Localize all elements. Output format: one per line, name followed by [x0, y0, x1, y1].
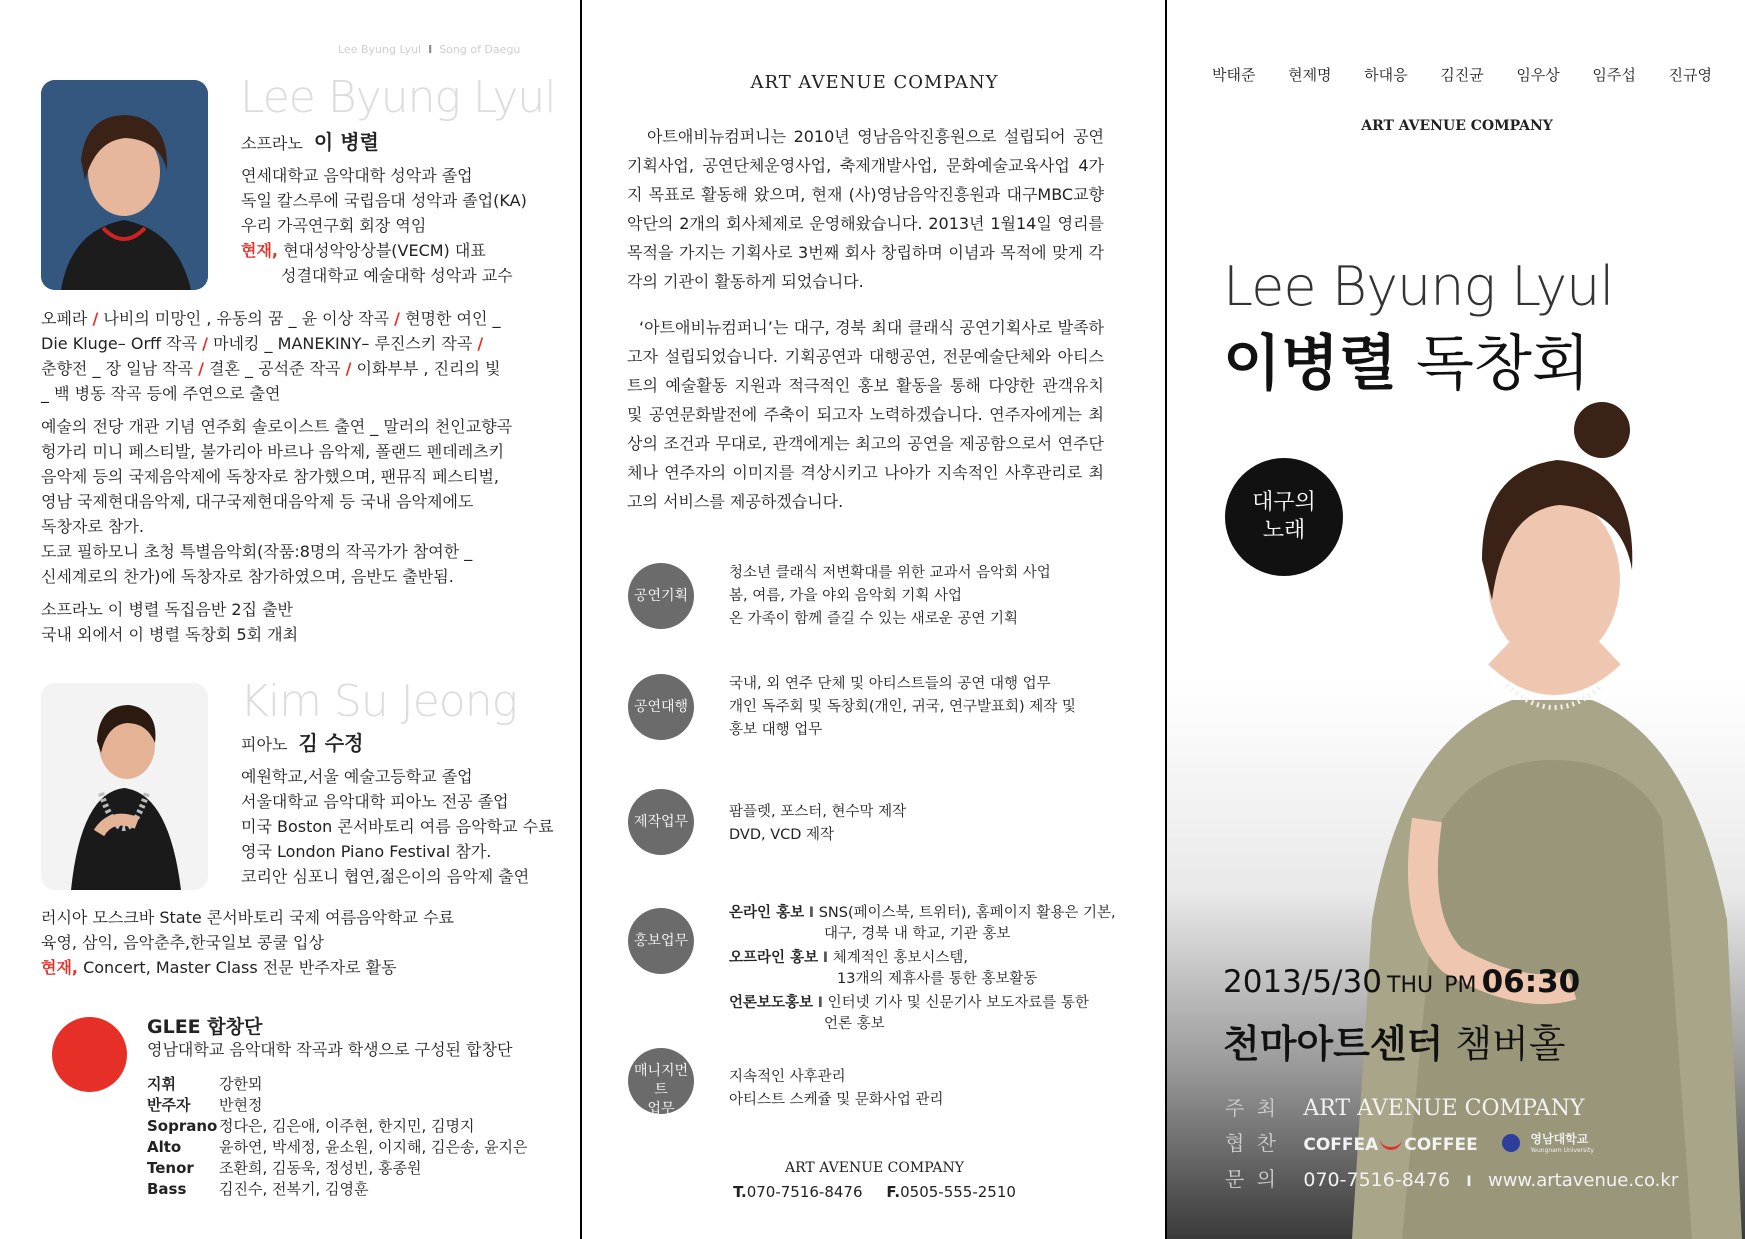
- choir-role: Tenor: [147, 1159, 194, 1177]
- service-badge-management: [628, 1048, 694, 1117]
- choir-names: 조환희, 김동욱, 정성빈, 홍종원: [219, 1159, 422, 1177]
- promo-text: 체계적인 홍보시스템,: [832, 950, 968, 966]
- singer-current-line: [241, 238, 527, 263]
- service-line: 국내, 외 연주 단체 및 아티스트들의 공연 대행 업무: [729, 676, 1051, 692]
- choir-names: 김진수, 전복기, 김영훈: [219, 1180, 369, 1198]
- service-badge-production: 제작업무: [628, 789, 694, 855]
- composer-name: 임주섭: [1592, 66, 1636, 84]
- promo-text: SNS(페이스북, 트위터), 홈페이지 활용은 기본,: [818, 905, 1116, 921]
- promo-text: 13개의 제휴사를 통한 홍보활동: [837, 971, 1038, 987]
- pianist-bio: [241, 764, 554, 889]
- singer-bio: [241, 163, 527, 288]
- fax-number: 0505-555-2510: [900, 1183, 1016, 1201]
- footer-contacts: [582, 1183, 1167, 1201]
- cover-title: [1223, 316, 1590, 402]
- service-line: 봄, 여름, 가을 야외 음악회 기획 사업: [729, 588, 962, 604]
- service-badge-label: 매니지먼트: [633, 1063, 689, 1098]
- credits: [1225, 1091, 1678, 1199]
- opera-line: _ 백 병동 작곡 등에 주연으로 출연: [41, 384, 281, 403]
- pianist-more: [41, 905, 454, 980]
- promo-head: 온라인 홍보: [729, 905, 805, 921]
- service-management-lines: [729, 1066, 944, 1112]
- event-venue: [1223, 1013, 1565, 1068]
- choir-role: Bass: [147, 1180, 187, 1198]
- opera-line: 결혼 _ 공석준 작곡: [209, 359, 341, 378]
- service-badge-label: 업무: [647, 1101, 675, 1117]
- cover-title-recital: 독창회: [1415, 329, 1590, 399]
- opera-line: 춘향전 _ 장 일남 작곡: [41, 359, 193, 378]
- contact-phone: 070-7516-8476: [1303, 1169, 1451, 1191]
- pianist-more-line: 육영, 삼익, 음악춘추,한국일보 콩쿨 입상: [41, 933, 324, 952]
- festival-line: 예술의 전당 개관 기념 연주회 솔로이스트 출연 _ 말러의 천인교향곡: [41, 417, 513, 436]
- university-emblem-icon: [1502, 1134, 1520, 1152]
- singer-bio-line: 독일 칼스루에 국립음대 성악과 졸업(KA): [241, 191, 527, 210]
- service-line: 온 가족이 함께 즐길 수 있는 새로운 공연 기획: [729, 611, 1018, 627]
- company-mission-paragraph: ‘아트애비뉴컴퍼니’는 대구, 경북 최대 클래식 공연기획사로 발족하고자 설립되었습니다. 기획공연과 대행공연, 전문예술단체와 아티스트의 예술활동 지원과 적극적인 홍보 활동을 통해 다양한 관객유치 및 공연문화발전에 주축이 되고자 노력하겠습니다. 연주자에게는 최상의 조건과 무대로, 관객에게는 최고의 공연을 제공함으로서 연주단체나 연주자의 이미지를 격상시키고 나아가 지속적인 사후관리로 최고의 서비스를 제공하겠습니다.: [627, 318, 1104, 511]
- promo-text: 언론 홍보: [824, 1016, 885, 1032]
- choir-row: [147, 1137, 528, 1158]
- contact-row: [1225, 1162, 1678, 1199]
- sponsor-university: [1530, 1131, 1594, 1156]
- opera-line: 현명한 여인 _: [405, 309, 501, 328]
- album-line: 국내 외에서 이 병렬 독창회 5회 개최: [41, 625, 299, 644]
- company-intro-paragraph: 아트애비뉴컴퍼니는 2010년 영남음악진흥원으로 설립되어 공연기획사업, 공연단체운영사업, 축제개발사업, 문화예술교육사업 4가지 목표로 활동해 왔으며, 현재 (사)영남음악진흥원과 대구MBC교향악단의 2개의 회사체제로 운영해왔습니다. 2013년 1월14일 영리를 목적을 가지는 기획사로 3번째 회사 창립하며 이념과 목적에 맞게 각각의 기관이 활동하게 되었습니다.: [627, 127, 1104, 291]
- service-line: 개인 독주회 및 독창회(개인, 귀국, 연구발표회) 제작 및: [729, 699, 1076, 715]
- choir-row: [147, 1116, 528, 1137]
- host-name: ART AVENUE COMPANY: [1303, 1096, 1585, 1121]
- university-name: 영남대학교: [1530, 1131, 1589, 1146]
- badge-line: 노래: [1262, 518, 1306, 543]
- choir-role: Alto: [147, 1138, 182, 1156]
- promo-text: 대구, 경북 내 학교, 기관 홍보: [824, 926, 1011, 942]
- choir-row: [147, 1074, 528, 1095]
- contact-label: 문 의: [1225, 1167, 1279, 1191]
- event-time: 06:30: [1481, 964, 1581, 1000]
- tel-number: 070-7516-8476: [746, 1183, 863, 1201]
- service-line: 아티스트 스케쥴 및 문화사업 관리: [729, 1092, 944, 1108]
- venue-hall: 챔버홀: [1455, 1022, 1566, 1066]
- composer-name: 김진균: [1440, 66, 1484, 84]
- current-label: 현재,: [41, 958, 78, 977]
- event-date: 2013/5/30: [1223, 964, 1382, 1000]
- opera-line: 마네킹 _ MANEKINY– 루진스키 작곡: [213, 334, 473, 353]
- service-line: 청소년 클래식 저변확대를 위한 교과서 음악회 사업: [729, 565, 1051, 581]
- sponsor-coffee: COFFEE: [1404, 1135, 1478, 1155]
- choir-name: GLEE 합창단: [147, 1016, 263, 1038]
- opera-line: 나비의 미망인 , 유동의 꿈 _ 윤 이상 작곡: [103, 309, 390, 328]
- panel-performers: [0, 0, 580, 1239]
- badge-line: 대구의: [1252, 490, 1316, 515]
- host-row: [1225, 1091, 1678, 1126]
- singer-current-2: 성결대학교 예술대학 성악과 교수: [281, 266, 513, 285]
- choir-role: Soprano: [147, 1117, 218, 1135]
- singer-bio-line: 연세대학교 음악대학 성악과 졸업: [241, 166, 473, 185]
- composer-name: 박태준: [1212, 66, 1256, 84]
- choir-row: [147, 1179, 528, 1200]
- song-of-daegu-badge: [1225, 458, 1343, 576]
- composer-name: 하대응: [1364, 66, 1408, 84]
- event-datetime: [1223, 964, 1580, 1000]
- choir-names: 반현정: [219, 1096, 263, 1114]
- service-planning-lines: [729, 562, 1051, 631]
- pianist-bio-line: 영국 London Piano Festival 참가.: [241, 842, 492, 861]
- choir-names: 강한뫼: [219, 1075, 263, 1093]
- festival-line: 독창자로 참가.: [41, 517, 144, 536]
- pianist-bio-line: 코리안 심포니 협연,젊은이의 음악제 출연: [241, 867, 530, 886]
- festival-line: 음악제 등의 국제음악제에 독창자로 참가했으며, 팬뮤직 페스티벌,: [41, 467, 500, 486]
- composer-name: 임우상: [1516, 66, 1560, 84]
- cover-english-name: Lee Byung Lyul: [1223, 255, 1614, 318]
- running-header-separator: I: [428, 43, 433, 56]
- service-promotion-lines: 온라인 홍보 I SNS(페이스북, 트위터), 홈페이지 활용은 기본, 대구, 경북 내 학교, 기관 홍보 오프라인 홍보 I 체계적인 홍보시스템, 13개의 제휴사를 통한 홍보활동 언론보도홍보 I 인터넷 기사 및 신문기사 보도자료를 통한 언론 홍보: [729, 903, 1116, 1035]
- promo-head: 언론보도홍보: [729, 995, 814, 1011]
- sponsor-row: [1225, 1126, 1678, 1162]
- singer-title: [241, 126, 379, 155]
- pianist-bio-line: 예원학교,서울 예술고등학교 졸업: [241, 767, 473, 786]
- host-label: 주 최: [1225, 1096, 1279, 1120]
- album-line: 소프라노 이 병렬 독집음반 2집 출반: [41, 600, 293, 619]
- choir-row: [147, 1158, 528, 1179]
- service-line: 팜플렛, 포스터, 현수막 제작: [729, 804, 907, 820]
- running-header-title: Song of Daegu: [439, 43, 521, 56]
- festival-line: 영남 국제현대음악제, 대구국제현대음악제 등 국내 음악제에도: [41, 492, 474, 511]
- pianist-bio-line: 미국 Boston 콘서바토리 여름 음악학교 수료: [241, 817, 554, 836]
- pianist-title: [241, 727, 363, 756]
- choir-role: 지휘: [147, 1075, 176, 1093]
- promo-head: 오프라인 홍보: [729, 950, 819, 966]
- festival-line: 신세계로의 찬가)에 독창자로 참가하였으며, 음반도 출반됨.: [41, 567, 454, 586]
- singer-english-name: Lee Byung Lyul: [240, 72, 556, 123]
- singer-role: 소프라노: [241, 134, 303, 153]
- university-name-en: Yeungnam University: [1530, 1146, 1594, 1154]
- service-line: 지속적인 사후관리: [729, 1069, 846, 1085]
- fax-label: F.: [886, 1183, 901, 1201]
- festival-line: 도쿄 필하모니 초청 특별음악회(작품:8명의 작곡가가 참여한 _: [41, 542, 473, 561]
- service-line: DVD, VCD 제작: [729, 827, 835, 843]
- panel-cover: [1165, 0, 1745, 1239]
- pianist-name: 김 수정: [298, 731, 364, 755]
- singer-current-1: 현대성악앙상블(VECM) 대표: [283, 241, 486, 260]
- singer-bio-line: 우리 가곡연구회 회장 역임: [241, 216, 427, 235]
- pianist-current: Concert, Master Class 전문 반주자로 활동: [83, 958, 397, 977]
- company-title: ART AVENUE COMPANY: [750, 72, 999, 93]
- singer-name: 이 병렬: [313, 130, 379, 154]
- choir-row: [147, 1095, 528, 1116]
- choir-names: 정다은, 김은애, 이주현, 한지민, 김명지: [219, 1117, 475, 1135]
- choir-red-circle: [52, 1017, 127, 1092]
- current-label: 현재,: [241, 241, 278, 260]
- venue-name: 천마아트센터: [1223, 1022, 1444, 1066]
- opera-line: Die Kluge– Orff 작곡: [41, 334, 198, 353]
- running-header-name: Lee Byung Lyul: [338, 43, 422, 56]
- composer-name: 현제명: [1288, 66, 1332, 84]
- running-header: [338, 43, 520, 56]
- opera-line: 오페라: [41, 309, 88, 328]
- event-weekday: THU: [1387, 973, 1434, 998]
- singer-album-list: [41, 597, 298, 647]
- singer-festival-list: [41, 414, 512, 589]
- cover-company: ART AVENUE COMPANY: [1361, 118, 1553, 134]
- panel-company: [580, 0, 1167, 1239]
- pianist-photo: [41, 683, 208, 890]
- footer-company: ART AVENUE COMPANY: [785, 1160, 964, 1176]
- sponsor-label: 협 찬: [1225, 1131, 1279, 1155]
- festival-line: 헝가리 미니 페스티발, 불가리아 바르나 음악제, 폴랜드 펜데레츠키: [41, 442, 505, 461]
- sponsor-coffea: COFFEA: [1303, 1135, 1379, 1155]
- event-ampm: PM: [1444, 973, 1477, 998]
- singer-opera-list: 오페라 / 나비의 미망인 , 유동의 꿈 _ 윤 이상 작곡 / 현명한 여인 _ Die Kluge– Orff 작곡 / 마네킹 _ MANEKINY– 루진스키 작곡 / 춘향전 _ 장 일남 작곡 / 결혼 _ 공석준 작곡 / 이화부부 , 진리의 빛 _ 백 병동 작곡 등에 주연으로 출연: [41, 306, 501, 406]
- pianist-english-name: Kim Su Jeong: [240, 676, 517, 727]
- pianist-bio-line: 서울대학교 음악대학 피아노 전공 졸업: [241, 792, 509, 811]
- service-badge-planning: 공연기획: [628, 563, 694, 629]
- cover-title-name: 이병렬: [1223, 329, 1397, 399]
- composer-list: [1212, 64, 1712, 85]
- tel-label: T.: [733, 1183, 747, 1201]
- service-production-lines: [729, 801, 906, 847]
- choir-names: 윤하연, 박세정, 윤소원, 이지해, 김은송, 윤지은: [219, 1138, 528, 1156]
- service-badge-agency: 공연대행: [628, 674, 694, 740]
- composer-name: 진규영: [1668, 66, 1712, 84]
- promo-text: 인터넷 기사 및 신문기사 보도자료를 통한: [827, 995, 1089, 1011]
- singer-photo: [41, 80, 208, 290]
- contact-website: www.artavenue.co.kr: [1487, 1170, 1679, 1191]
- coffee-logo-icon: [1380, 1137, 1402, 1150]
- choir-role: 반주자: [147, 1096, 191, 1114]
- service-agency-lines: [729, 673, 1076, 742]
- pianist-more-line: 러시아 모스크바 State 콘서바토리 국제 여름음악학교 수료: [41, 908, 454, 927]
- opera-line: 이화부부 , 진리의 빛: [356, 359, 501, 378]
- contact-separator: I: [1466, 1174, 1472, 1190]
- service-badge-promotion: 홍보업무: [628, 908, 694, 974]
- service-line: 홍보 대행 업무: [729, 722, 823, 738]
- choir-members: [147, 1074, 528, 1200]
- pianist-role: 피아노: [241, 735, 288, 754]
- choir-description: 영남대학교 음악대학 작곡과 학생으로 구성된 합창단: [147, 1040, 513, 1059]
